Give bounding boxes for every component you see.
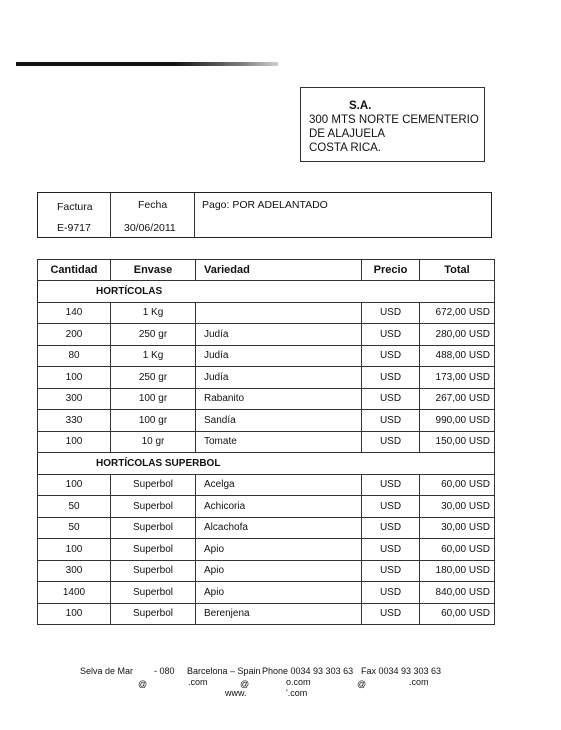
cell-variedad: Judía: [196, 367, 362, 389]
cell-cantidad: 100: [38, 474, 111, 496]
cell-cantidad: 330: [38, 410, 111, 432]
cell-envase: 10 gr: [111, 431, 196, 453]
cell-total: 180,00 USD: [420, 560, 495, 582]
recipient-address-line: 300 MTS NORTE CEMENTERIO: [309, 114, 479, 126]
invoice-info-box: [37, 192, 492, 238]
cell-envase: 100 gr: [111, 410, 196, 432]
items-table: [37, 259, 495, 625]
footer-fax: Fax 0034 93 303 63: [361, 666, 442, 676]
cell-total: 60,00 USD: [420, 539, 495, 561]
cell-variedad: Apio: [196, 582, 362, 604]
cell-cantidad: 140: [38, 302, 111, 324]
cell-envase: 1 Kg: [111, 302, 196, 324]
cell-cantidad: 300: [38, 560, 111, 582]
recipient-name: S.A.: [349, 100, 372, 112]
cell-cantidad: 100: [38, 603, 111, 625]
table-row: [38, 345, 495, 367]
footer-email-domain: .com: [409, 677, 429, 687]
factura-label: Factura: [57, 201, 93, 213]
table-row: [38, 560, 495, 582]
cell-envase: 100 gr: [111, 388, 196, 410]
column-header-precio: Precio: [362, 260, 420, 281]
table-row: [38, 603, 495, 625]
footer-postcode: - 080: [154, 666, 175, 676]
cell-variedad: Berenjena: [196, 603, 362, 625]
cell-envase: Superbol: [111, 582, 196, 604]
cell-envase: Superbol: [111, 496, 196, 518]
footer-location: Barcelona – Spain: [187, 666, 261, 676]
table-row: [38, 410, 495, 432]
recipient-address-line: DE ALAJUELA: [309, 128, 386, 140]
cell-envase: 1 Kg: [111, 345, 196, 367]
fecha-cell: [111, 193, 195, 237]
footer-email-domain: .com: [188, 677, 208, 687]
column-header-total: Total: [420, 260, 495, 281]
cell-variedad: Apio: [196, 560, 362, 582]
table-row: [38, 582, 495, 604]
header-rule: [16, 62, 278, 66]
table-row: [38, 431, 495, 453]
payment-terms: Pago: POR ADELANTADO: [202, 199, 328, 211]
cell-cantidad: 200: [38, 324, 111, 346]
cell-total: 30,00 USD: [420, 517, 495, 539]
fecha-value: 30/06/2011: [124, 222, 176, 234]
table-row: [38, 496, 495, 518]
footer-city: Selva de Mar: [80, 666, 134, 676]
cell-cantidad: 300: [38, 388, 111, 410]
cell-total: 173,00 USD: [420, 367, 495, 389]
cell-precio: USD: [362, 517, 420, 539]
cell-precio: USD: [362, 496, 420, 518]
section-header-row: [38, 453, 495, 475]
recipient-address-box: [300, 87, 485, 162]
footer-email-at: @: [138, 679, 148, 689]
recipient-country: COSTA RICA.: [309, 142, 381, 154]
cell-envase: Superbol: [111, 474, 196, 496]
factura-number: E-9717: [57, 222, 91, 234]
cell-total: 280,00 USD: [420, 324, 495, 346]
cell-total: 30,00 USD: [420, 496, 495, 518]
cell-total: 267,00 USD: [420, 388, 495, 410]
table-row: [38, 474, 495, 496]
cell-precio: USD: [362, 431, 420, 453]
cell-precio: USD: [362, 345, 420, 367]
cell-envase: Superbol: [111, 539, 196, 561]
cell-precio: USD: [362, 560, 420, 582]
cell-precio: USD: [362, 367, 420, 389]
cell-precio: USD: [362, 603, 420, 625]
section-title: HORTÍCOLAS SUPERBOL: [38, 453, 495, 475]
footer-website-domain: '.com: [286, 688, 308, 698]
table-row: [38, 367, 495, 389]
column-header-envase: Envase: [111, 260, 196, 281]
cell-cantidad: 1400: [38, 582, 111, 604]
cell-total: 990,00 USD: [420, 410, 495, 432]
cell-envase: Superbol: [111, 560, 196, 582]
cell-total: 840,00 USD: [420, 582, 495, 604]
cell-precio: USD: [362, 388, 420, 410]
cell-precio: USD: [362, 324, 420, 346]
cell-precio: USD: [362, 582, 420, 604]
table-row: [38, 517, 495, 539]
cell-variedad: Acelga: [196, 474, 362, 496]
cell-variedad: Rabanito: [196, 388, 362, 410]
cell-total: 60,00 USD: [420, 603, 495, 625]
fecha-label: Fecha: [138, 199, 168, 211]
cell-variedad: Judía: [196, 345, 362, 367]
cell-variedad: Apio: [196, 539, 362, 561]
table-row: [38, 302, 495, 324]
footer-website: www.: [225, 688, 247, 698]
cell-cantidad: 100: [38, 367, 111, 389]
table-row: [38, 539, 495, 561]
cell-total: 672,00 USD: [420, 302, 495, 324]
footer-email-at: @: [240, 679, 250, 689]
cell-variedad: Achicoria: [196, 496, 362, 518]
cell-total: 488,00 USD: [420, 345, 495, 367]
cell-precio: USD: [362, 302, 420, 324]
cell-variedad: Tomate: [196, 431, 362, 453]
cell-variedad: Judía: [196, 324, 362, 346]
footer-email-domain: o.com: [286, 677, 311, 687]
section-header-row: [38, 281, 495, 303]
cell-variedad: [196, 302, 362, 324]
footer-email-at: @: [357, 679, 367, 689]
cell-precio: USD: [362, 474, 420, 496]
cell-envase: 250 gr: [111, 324, 196, 346]
cell-cantidad: 50: [38, 496, 111, 518]
cell-cantidad: 100: [38, 431, 111, 453]
factura-cell: [38, 193, 111, 237]
footer-phone: Phone 0034 93 303 63: [262, 666, 354, 676]
table-row: [38, 324, 495, 346]
cell-variedad: Sandía: [196, 410, 362, 432]
table-row: [38, 388, 495, 410]
cell-envase: 250 gr: [111, 367, 196, 389]
table-header-row: [38, 260, 495, 281]
column-header-cantidad: Cantidad: [38, 260, 111, 281]
cell-envase: Superbol: [111, 517, 196, 539]
cell-total: 150,00 USD: [420, 431, 495, 453]
cell-cantidad: 80: [38, 345, 111, 367]
cell-envase: Superbol: [111, 603, 196, 625]
section-title: HORTÍCOLAS: [38, 281, 495, 303]
column-header-variedad: Variedad: [196, 260, 362, 281]
items-table-body: [38, 260, 495, 625]
cell-precio: USD: [362, 539, 420, 561]
cell-total: 60,00 USD: [420, 474, 495, 496]
cell-cantidad: 100: [38, 539, 111, 561]
cell-precio: USD: [362, 410, 420, 432]
cell-variedad: Alcachofa: [196, 517, 362, 539]
cell-cantidad: 50: [38, 517, 111, 539]
